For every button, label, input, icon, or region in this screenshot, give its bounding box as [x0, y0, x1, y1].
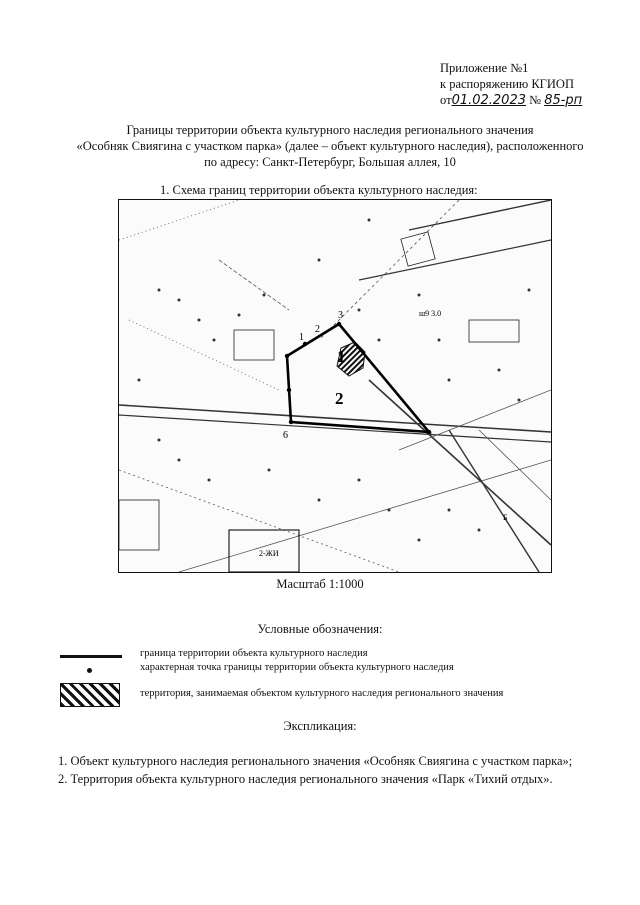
legend-item-boundary-point — [60, 662, 600, 678]
hatch-symbol — [60, 683, 120, 707]
map-heading: 1. Схема границ территории объекта культурного наследия: — [160, 183, 478, 197]
legend-item-heritage-area — [60, 683, 600, 707]
explication-title: Экспликация: — [283, 719, 357, 733]
boundary-line-symbol — [60, 655, 122, 658]
point-label-3: 3 — [338, 310, 343, 321]
map-scale: Масштаб 1:1000 — [276, 577, 364, 591]
appendix-header — [440, 60, 582, 109]
legend-text-heritage-area: территория, занимаемая объектом культурного наследия регионального значения — [140, 688, 504, 699]
plan-label-mark: ш9 3.0 — [419, 309, 442, 318]
point-label-6: 6 — [283, 430, 288, 441]
appendix-number: Приложение №1 — [440, 61, 529, 75]
legend-text-boundary-point: характерная точка границы территории объекта культурного наследия — [140, 662, 454, 673]
plan-label-building: 2-ЖИ — [259, 549, 279, 558]
boundary-map — [118, 199, 552, 573]
plan-label-b: Б — [503, 513, 508, 522]
point-label-2: 2 — [315, 324, 320, 335]
date-prefix: от — [440, 93, 452, 107]
order-date-number — [440, 92, 582, 109]
map-drawing — [119, 200, 551, 572]
order-number: 85-рп — [544, 93, 583, 108]
boundary-point-symbol — [87, 668, 92, 673]
title-line-3: по адресу: Санкт-Петербург, Большая аллея, 10 — [204, 155, 456, 169]
order-date: 01.02.2023 — [451, 93, 526, 108]
order-reference: к распоряжению КГИОП — [440, 77, 574, 91]
legend-text-boundary-line: граница территории объекта культурного наследия — [140, 648, 368, 659]
map-background — [119, 200, 551, 572]
point-label-1: 1 — [299, 332, 304, 343]
explication-item-1: 1. Объект культурного наследия регионального значения «Особняк Свиягина с участком парка»; — [58, 754, 573, 768]
number-prefix: № — [529, 93, 542, 107]
title-line-2: «Особняк Свиягина с участком парка» (далее – объект культурного наследия), расположенного — [76, 139, 584, 153]
area-label-1: 1 — [337, 347, 346, 366]
title-line-1: Границы территории объекта культурного наследия регионального значения — [126, 123, 534, 137]
legend-title: Условные обозначения: — [257, 622, 383, 636]
explication-item-2: 2. Территория объекта культурного наследия регионального значения «Парк «Тихий отдых». — [58, 772, 553, 786]
area-label-2: 2 — [335, 389, 344, 408]
document-title — [40, 122, 620, 170]
